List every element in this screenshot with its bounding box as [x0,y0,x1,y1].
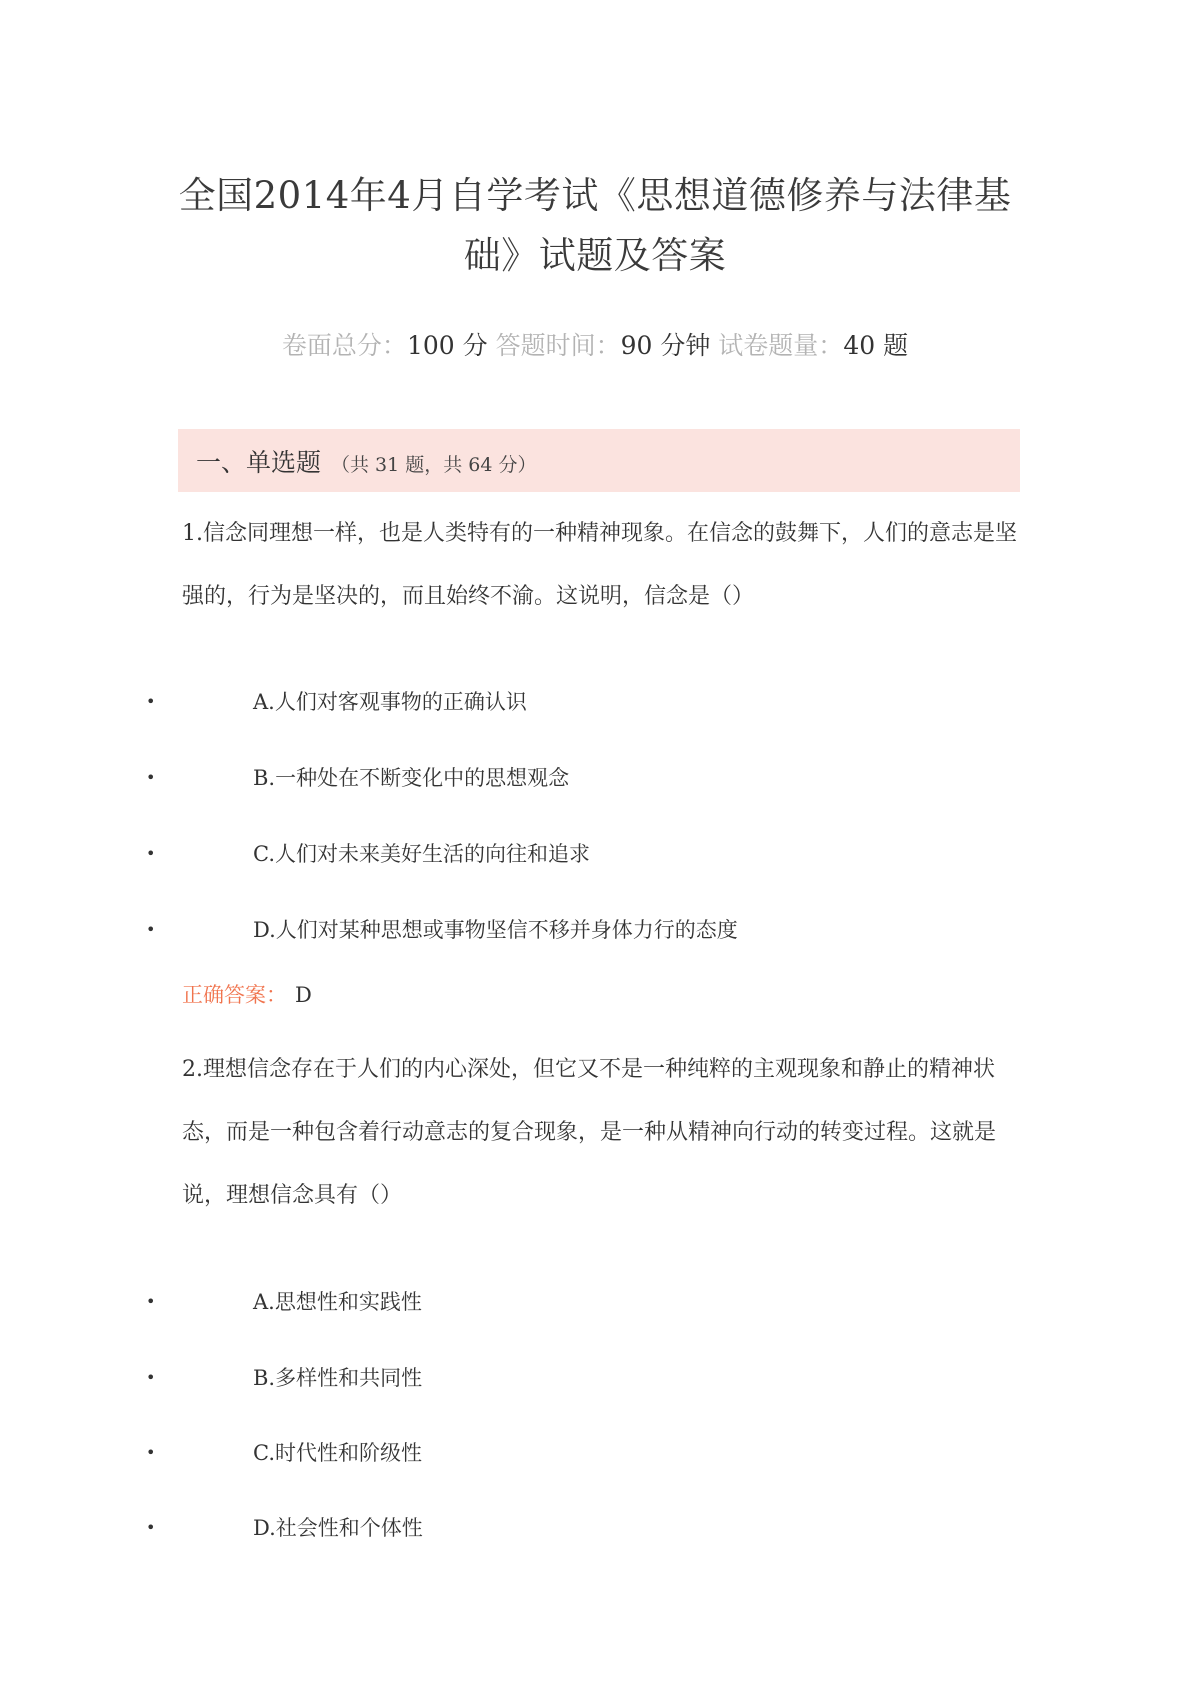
q1-option-b [146,758,1006,798]
q2-option-b [146,1358,1006,1398]
q1-option-d [146,910,1006,950]
option-label: A.人们对客观事物的正确认识 [253,690,527,714]
option-label: B.多样性和共同性 [253,1366,423,1390]
option-label: D.社会性和个体性 [253,1516,423,1540]
document-title: 全国2014年4月自学考试《思想道德修养与法律基础》试题及答案 [178,174,1012,277]
option-label: C.时代性和阶级性 [253,1441,422,1465]
question-2-text: 2.理想信念存在于人们的内心深处，但它又不是一种纯粹的主观现象和静止的精神状态，而是一种包含着行动意志的复合现象，是一种从精神向行动的转变过程。这就是说，理想信念具有（） [182,1057,997,1208]
bullet-icon: • [146,1443,156,1462]
option-label: D.人们对某种思想或事物坚信不移并身体力行的态度 [253,918,738,942]
q2-option-d [146,1508,1006,1548]
count-label: 试卷题量： [718,331,844,360]
time-label: 答题时间： [495,331,621,360]
q2-option-c [146,1433,1006,1473]
time-value: 90 分钟 [620,331,711,360]
total-score-label: 卷面总分： [281,331,407,360]
answer-value: D [295,983,312,1007]
section-subtitle: （共 31 题，共 64 分） [331,454,537,476]
question-1-text: 1.信念同理想一样，也是人类特有的一种精神现象。在信念的鼓舞下，人们的意志是坚强的，行为是坚决的，而且始终不渝。这说明，信念是（） [182,521,1017,609]
question-1-answer [182,975,312,1015]
section-header [178,429,1020,492]
answer-label: 正确答案： [182,983,287,1007]
option-label: C.人们对未来美好生活的向往和追求 [253,842,590,866]
q2-option-a [146,1282,1006,1322]
exam-meta [160,326,1030,362]
bullet-icon: • [146,920,156,939]
q1-option-a [146,682,1006,722]
count-value: 40 题 [843,331,909,360]
bullet-icon: • [146,1518,156,1537]
q1-option-c [146,834,1006,874]
option-label: B.一种处在不断变化中的思想观念 [253,766,570,790]
bullet-icon: • [146,1368,156,1387]
bullet-icon: • [146,844,156,863]
section-title: 一、单选题 [196,448,322,477]
option-label: A.思想性和实践性 [253,1290,422,1314]
bullet-icon: • [146,692,156,711]
bullet-icon: • [146,1292,156,1311]
bullet-icon: • [146,768,156,787]
total-score-value: 100 分 [406,331,488,360]
